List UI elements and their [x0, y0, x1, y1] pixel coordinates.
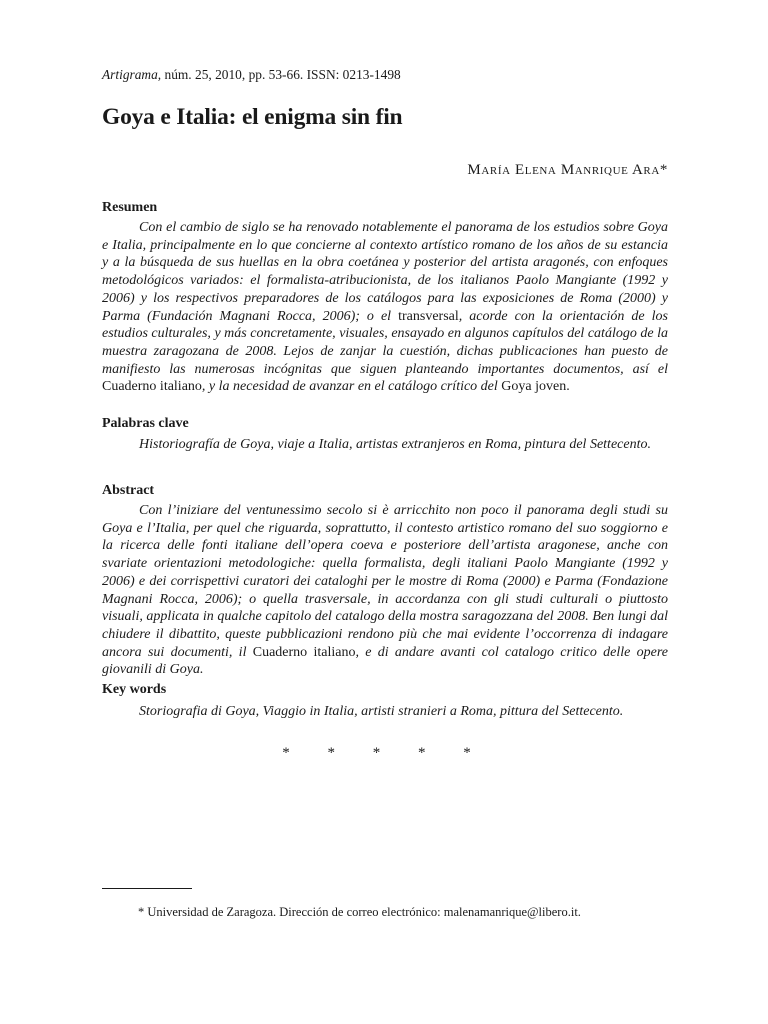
key-words-text: Storiografia di Goya, Viaggio in Italia, artisti stranieri a Roma, pittura del Settecento. — [139, 704, 624, 719]
palabras-clave-heading: Palabras clave — [102, 416, 189, 431]
abstract-heading: Abstract — [102, 483, 155, 498]
journal-citation — [102, 67, 401, 83]
author-footnote: * Universidad de Zaragoza. Dirección de correo electrónico: malenamanrique@libero.it. — [138, 905, 581, 919]
author-name: María Elena Manrique Ara* — [467, 162, 668, 178]
article-title: Goya e Italia: el enigma sin fin — [102, 104, 403, 130]
resumen-heading: Resumen — [102, 200, 158, 215]
palabras-clave-text: Historiografía de Goya, viaje a Italia, artistas extranjeros en Roma, pintura del Settecento. — [139, 437, 651, 452]
journal-name: Artigrama, — [102, 67, 162, 82]
section-separator: * * * * * — [282, 745, 488, 761]
article-page — [102, 0, 668, 1024]
resumen-text: Con el cambio de siglo se ha renovado notablemente el panorama de los estudios sobre Goya e Italia, principalmente en lo que concierne al contexto artístico romano de los años de su estancia y a la búsqueda de sus huellas en la obra coetánea y posterior del artista aragonés, con enfoques metodológicos variados: el formalista-atribucionista, de los italianos Paolo Mangiante (1992 y 2006) y los respectivos preparadores de los catálogos para las exposiciones de Roma (2000) y Parma (Fundación Magnani Rocca, 2006); o el transversal, acorde con la orientación de los estudios culturales, y más concretamente, visuales, ensayado en algunos capítulos del catálogo de la muestra zaragozana de 2008. Lejos de zanjar la cuestión, dichas publicaciones han puesto de manifiesto las numerosas incógnitas que siguen planteando importantes documentos, así el Cuaderno italiano, y la necesidad de avanzar en el catálogo crítico del Goya joven. — [102, 220, 668, 395]
footnote-rule — [102, 888, 192, 889]
abstract-text: Con l’iniziare del ventunessimo secolo si è arricchito non poco il panorama degli studi su Goya e l’Italia, per quel che riguarda, soprattutto, il contesto artistico romano del suo soggiorno e la ricerca delle fonti italiane dell’opera coeva e posteriore dell’artista aragonese, anche con svariate orientazioni metodologiche: quella formalista, degli italiani Paolo Mangiante (1992 y 2006) e dei corrispettivi curatori dei cataloghi per le mostre di Roma (2000) e Parma (Fondazione Magnani Rocca, 2006); o quella trasversale, in accordanza con gli studi culturali o piuttosto visuali, applicata in qualche capitolo del catalogo della mostra saragozzana del 2008. Ben lungi dal chiudere il dibattito, queste pubblicazioni rendono più che mai evidente l’occorrenza di indagare ancora sui documenti, il Cuaderno italiano, e di andare avanti col catalogo critico delle opere giovanili di Goya. — [102, 503, 668, 678]
key-words-heading: Key words — [102, 682, 167, 697]
citation-details: núm. 25, 2010, pp. 53-66. ISSN: 0213-1498 — [161, 67, 401, 82]
